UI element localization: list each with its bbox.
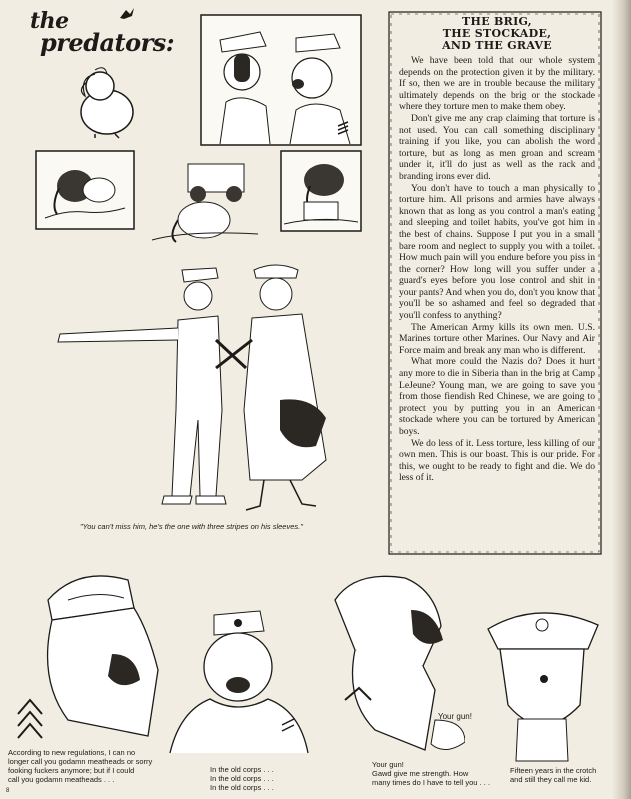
panel2-caption-line: In the old corps . . . <box>210 774 274 783</box>
senior-officer-cartoon <box>478 585 608 765</box>
old-corps-officer-cartoon <box>160 595 310 755</box>
panel4-caption <box>510 766 620 784</box>
panel1-caption-line: fooking fuckers anymore; but if I could <box>8 766 135 775</box>
article-paragraph: Don't give me any crap claiming that torture is not used. You can call something disciplinary training if you like, you can abolish the word torture, but as long as men groan and scream under it, it'll do just as well as the rack and branding irons ever did. <box>399 112 595 182</box>
article-paragraph: The American Army kills its own men. U.S. Marines torture other Marines. Our Navy and Air Force maim and break any man who is different. <box>399 321 595 356</box>
page-number: 8 <box>6 788 10 794</box>
panel2-caption-line: In the old corps . . . <box>210 783 274 792</box>
main-caption: "You can't miss him, he's the one with three stripes on his sleeves." <box>80 522 303 531</box>
elephant-jeep-panel <box>280 150 362 232</box>
duck-cartoon <box>65 60 145 140</box>
page-title-line2: predators: <box>40 28 175 57</box>
article-paragraph: We have been told that our whole system depends on the protection given it by the military. If so, then we are in trouble because the military ultimately depends on the brig or the stockade where they torture men to make them obey. <box>399 55 595 113</box>
elephant-train-panel <box>35 150 135 230</box>
article-title <box>399 16 595 52</box>
article-paragraph: What more could the Nazis do? Does it hurt any more to die in Siberia than in the brig at Camp LeJeune? Young man, we are going to save you from those fiendish Red Chinese, we are going to protect you by putting you in an American stockade where you can be tortured by American boys. <box>399 356 595 437</box>
article-paragraph: You don't have to touch a man physically to torture him. All prisons and armies have always known that as long as you control a man's eating and sleeping and toilet habits, you've got him in the best of chains. Suppose I put you in a small bare room and neglect to supply you with a toilet. How much pain will you endure before you piss in the corner? How long will you suffer under a guard's eyes before you lose control and shit in your pants? And when you do, don't you know that you'll be so ashamed and feel so degraded that you'll confess to anything? <box>399 182 595 322</box>
soldier-and-civilian-cartoon <box>40 260 370 518</box>
panel3-caption-line: Your gun! <box>372 760 404 769</box>
article-title-line2: THE STOCKADE, <box>442 27 552 40</box>
panel1-caption-line: longer call you godamn meatheads or sorry <box>8 757 153 766</box>
page-title-line1: the <box>30 8 69 34</box>
page-spine-shadow <box>612 0 631 799</box>
page-title <box>30 8 180 57</box>
panel2-caption-line: In the old corps . . . <box>210 765 274 774</box>
article-title-line3: AND THE GRAVE <box>442 39 552 52</box>
screaming-sergeant-cartoon <box>315 570 465 760</box>
jeep-elephant-cartoon <box>148 150 264 246</box>
panel3-caption-line: many times do I have to tell you . . . <box>372 778 490 787</box>
article-title-line1: THE BRIG, <box>462 15 532 28</box>
panel4-caption-line: and still they call me kid. <box>510 775 592 784</box>
article-paragraph: We do less of it. Less torture, less killing of our own men. This is our boast. This is our pride. For this, we ought to be ready to fight and die. We do less of it. <box>399 437 595 484</box>
panel3-caption-line: Gawd give me strength. How <box>372 769 469 778</box>
article-box <box>385 8 605 558</box>
bird-icon <box>118 6 136 20</box>
panel2-caption <box>210 765 330 792</box>
yelling-sergeant-cartoon <box>8 560 178 742</box>
panel1-caption-line: call you godamn meatheads . . . <box>8 775 115 784</box>
officers-panel <box>200 14 362 146</box>
panel3-speech: Your gun! <box>438 712 472 721</box>
panel4-caption-line: Fifteen years in the crotch <box>510 766 597 775</box>
panel1-caption-line: According to new regulations, I can no <box>8 748 136 757</box>
